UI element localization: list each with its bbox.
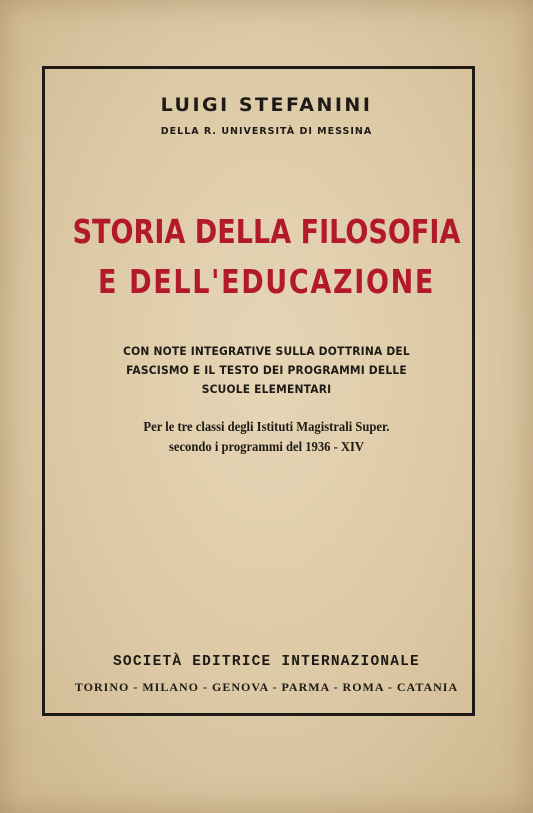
publisher-cities: TORINO - MILANO - GENOVA - PARMA - ROMA - CATANIA: [74, 680, 459, 694]
note-line-2: FASCISMO E IL TESTO DEI PROGRAMMI DELLE: [126, 363, 407, 377]
book-title-line-2: E DELL'EDUCAZIONE: [97, 262, 436, 301]
subtitle-line-2: secondo i programmi del 1936 - XIV: [168, 440, 365, 455]
author-name: LUIGI STEFANINI: [160, 94, 373, 116]
publisher-name: SOCIETÀ EDITRICE INTERNAZIONALE: [113, 654, 420, 670]
note-line-1: CON NOTE INTEGRATIVE SULLA DOTTRINA DEL: [123, 344, 410, 358]
author-affiliation: DELLA R. UNIVERSITÀ DI MESSINA: [160, 126, 373, 137]
subtitle-line-1: Per le tre classi degli Istituti Magistrali Super.: [143, 420, 390, 435]
book-title-line-1: STORIA DELLA FILOSOFIA: [72, 212, 461, 251]
note-line-3: SCUOLE ELEMENTARI: [201, 382, 332, 396]
